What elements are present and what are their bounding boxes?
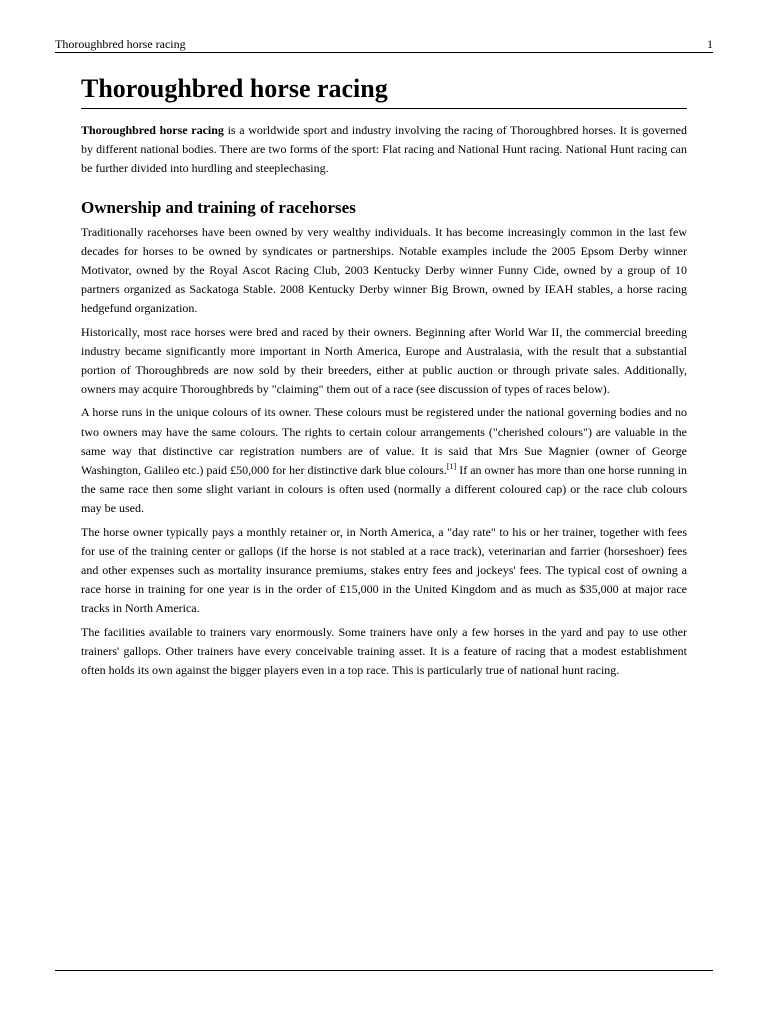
page-title: Thoroughbred horse racing	[81, 72, 687, 109]
paragraph-2: Historically, most race horses were bred and raced by their owners. Beginning after World War II, the commercial breeding industry became significantly more important in North America, Europe and Australasia, with the result that a substantial portion of Thoroughbreds are now sold by their breeders, either at public auction or through private sales. Additionally, owners may acquire Thoroughbreds by "claiming" them out of a race (see discussion of types of races below).	[81, 324, 687, 397]
running-header	[55, 36, 713, 53]
paragraph-1: Traditionally racehorses have been owned by very wealthy individuals. It has become increasingly common in the last few decades for horses to be owned by syndicates or partnerships. Notable examples include the 2005 Epsom Derby winner Motivator, owned by the Royal Ascot Racing Club, 2003 Kentucky Derby winner Funny Cide, owned by a group of 10 partners organized as Sackatoga Stable. 2008 Kentucky Derby winner Big Brown, owned by IEAH stables, a horse racing hedgefund organization.	[81, 224, 687, 316]
paragraph-3-continuation: If an owner has more than one horse running in the same race then some slight variant in colours is often used (normally a different coloured cap) or the race club colours may be used.	[81, 463, 688, 516]
section-ownership	[81, 198, 687, 681]
paragraph-3	[81, 403, 687, 518]
page-number: 1	[707, 37, 713, 51]
lead-bold-term: Thoroughbred horse racing	[81, 123, 224, 137]
section-heading: Ownership and training of racehorses	[81, 197, 356, 217]
lead-paragraph	[81, 121, 687, 179]
lead-text: is a worldwide sport and industry involving the racing of Thoroughbred horses. It is governed by different national bodies. There are two forms of the sport: Flat racing and National Hunt racing. National Hunt racing can be further divided into hurdling and steeplechasing.	[81, 123, 688, 176]
article	[81, 72, 687, 680]
paragraph-4: The horse owner typically pays a monthly retainer or, in North America, a "day rate" to his or her trainer, together with fees for use of the training center or gallops (if the horse is not stabled at a race track), veterinarian and farrier (horseshoer) fees and other expenses such as mortality insurance premiums, stakes entry fees and jockeys' fees. The typical cost of owning a race horse in training for one year is in the order of £15,000 in the United Kingdom and as much as $35,000 at major race tracks in North America.	[81, 524, 687, 616]
paragraph-5: The facilities available to trainers vary enormously. Some trainers have only a few horses in the yard and pay to use other trainers' gallops. Other trainers have every conceivable training asset. It is a feature of racing that a modest establishment often holds its own against the bigger players even in a top race. This is particularly true of national hunt racing.	[81, 624, 687, 678]
running-header-title: Thoroughbred horse racing	[55, 37, 186, 51]
citation-link[interactable]: [1]	[446, 462, 457, 472]
paragraph-3-text: A horse runs in the unique colours of its owner. These colours must be registered under the national governing bodies and no two owners may have the same colours. The rights to certain colour arrangements ("cherished colours") are valuable in the same way that distinctive car registration numbers are of value. It is said that Mrs Sue Magnier (owner of George Washington, Galileo etc.) paid £50,000 for her distinctive dark blue colours.	[81, 405, 687, 478]
footer-rule	[55, 970, 713, 971]
